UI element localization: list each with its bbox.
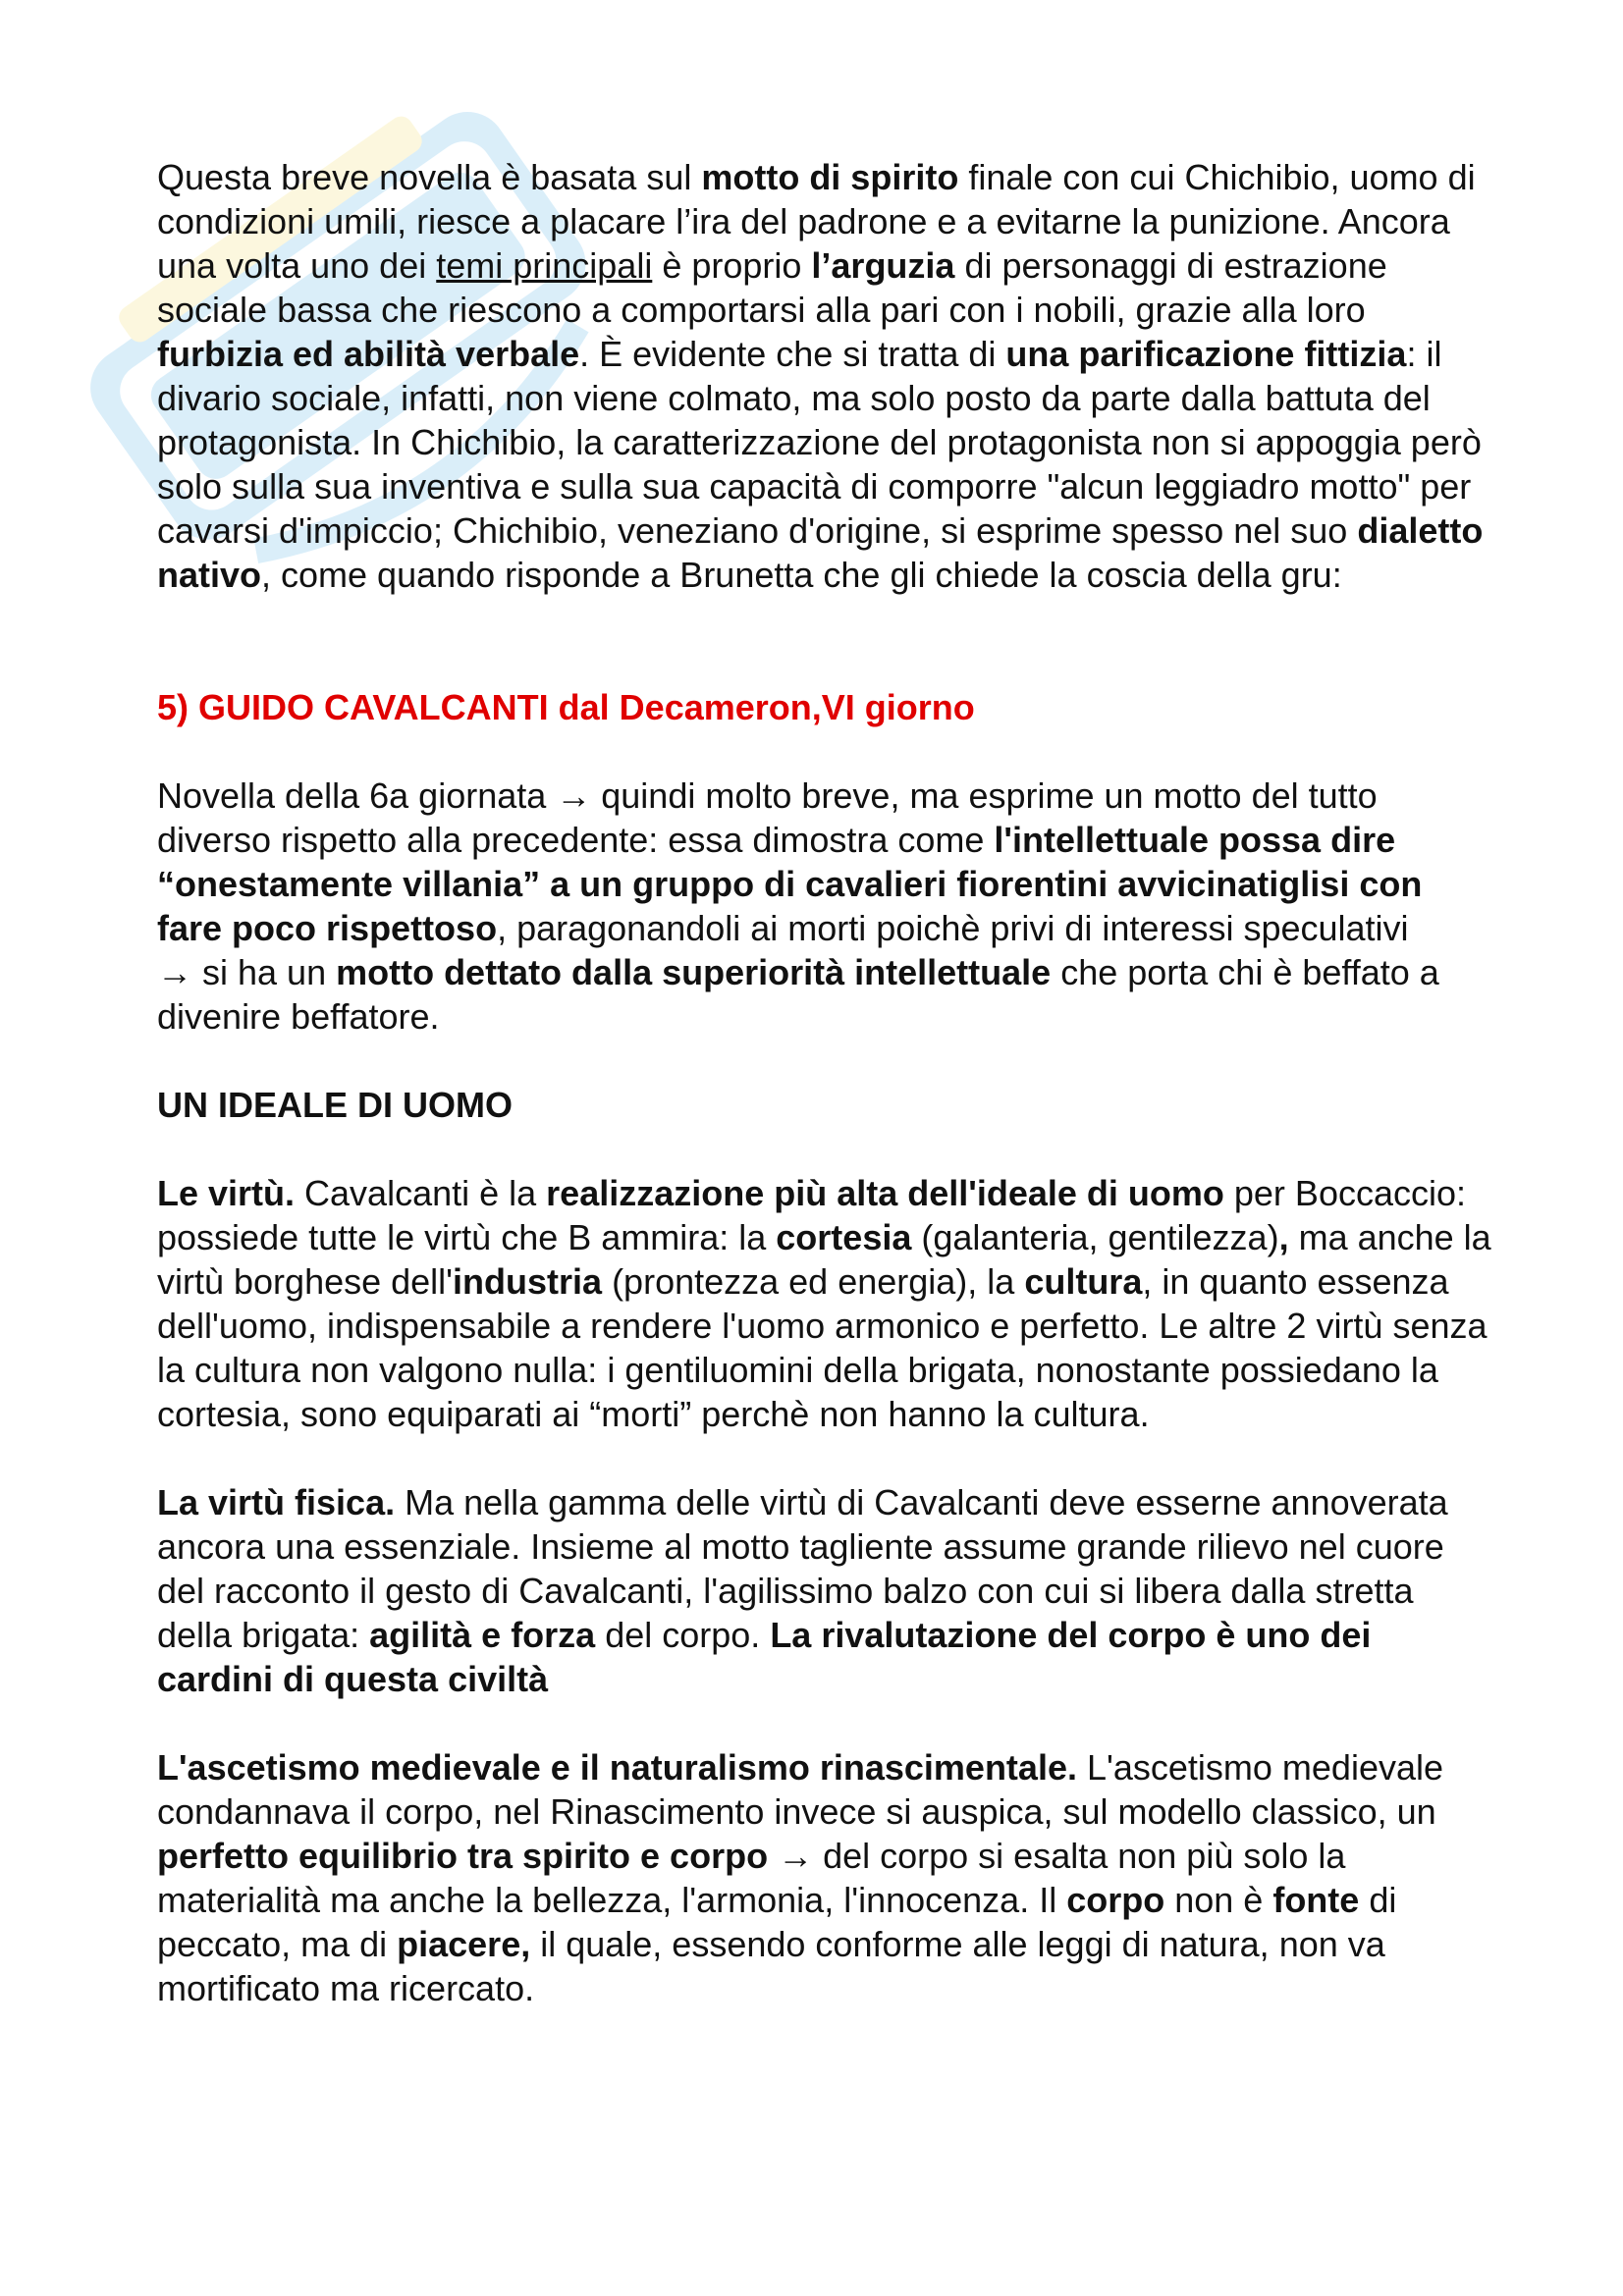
text-run: di personaggi di estrazione sociale bassa che riescono a comportarsi alla pari con i nobili, grazie alla loro: [157, 245, 1387, 330]
text-run: , come quando risponde a Brunetta che gli chiede la coscia della gru:: [261, 555, 1342, 595]
bold-run: piacere,: [397, 1924, 531, 1964]
paragraph-motto: [157, 950, 1492, 1039]
text-run: : il divario sociale, infatti, non viene colmato, ma solo posto da parte dalla battuta del protagonista. In Chichibio, la caratterizzazione del protagonista non si appoggia però solo sulla sua inventiva e sulla sua capacità di comporre "alcun leggiadro motto" per cavarsi d'impiccio; Chichibio, veneziano d'origine, si esprime spesso nel suo: [157, 334, 1482, 551]
text-run: è proprio: [652, 245, 812, 286]
text-run: del corpo si esalta non più solo la materialità ma anche la bellezza, l'armonia, l'innocenza. Il: [157, 1836, 1346, 1920]
text-run: . È evidente che si tratta di: [579, 334, 1006, 374]
bold-run: motto di spirito: [701, 157, 959, 197]
paragraph-virtu-fisica: [157, 1480, 1492, 1701]
bold-run: L'ascetismo medievale e il naturalismo rinascimentale.: [157, 1747, 1077, 1788]
underlined-run: temi principali: [436, 245, 653, 286]
text-run: del corpo.: [595, 1615, 771, 1655]
document-body: [157, 155, 1492, 2010]
text-run: di peccato, ma di: [157, 1880, 1397, 1964]
bold-run: l’arguzia: [811, 245, 955, 286]
text-run: [768, 1836, 778, 1876]
bold-run: cortesia: [776, 1217, 912, 1257]
bold-run: corpo: [1066, 1880, 1165, 1920]
bold-run: furbizia ed abilità verbale: [157, 334, 580, 374]
bold-run: perfetto equilibrio tra spirito e corpo: [157, 1836, 769, 1876]
bold-run: industria: [453, 1261, 603, 1302]
arrow-icon: →: [778, 1836, 814, 1876]
bold-run: fonte: [1272, 1880, 1360, 1920]
text-run: (prontezza ed energia), la: [602, 1261, 1025, 1302]
arrow-icon: →: [157, 952, 192, 992]
bold-run: realizzazione più alta dell'ideale di uomo: [546, 1173, 1224, 1213]
text-run: quindi molto breve, ma esprime un motto del tutto diverso rispetto alla precedente: essa dimostra come: [157, 775, 1378, 860]
text-run: che porta chi è beffato a divenire beffatore.: [157, 952, 1439, 1037]
text-run: Novella della 6a giornata: [157, 775, 557, 816]
bold-run: l'intellettuale possa dire “onestamente villania” a un gruppo di cavalieri fiorentini avvicinatiglisi con fare poco rispettoso: [157, 820, 1423, 948]
text-run: L'ascetismo medievale condannava il corpo, nel Rinascimento invece si auspica, sul modello classico, un: [157, 1747, 1444, 1832]
arrow-icon: →: [556, 775, 592, 816]
text-run: finale con cui Chichibio, uomo di condizioni umili, riesce a placare l’ira del padrone e a evitarne la punizione. Ancora una volta uno dei: [157, 157, 1476, 286]
text-run: ma anche la virtù borghese dell': [157, 1217, 1491, 1302]
bold-run: motto dettato dalla superiorità intellettuale: [336, 952, 1052, 992]
bold-run: dialetto nativo: [157, 510, 1484, 595]
text-run: Questa breve novella è basata sul: [157, 157, 702, 197]
text-run: Cavalcanti è la: [295, 1173, 547, 1213]
paragraph-chichibio: [157, 155, 1492, 597]
text-run: , in quanto essenza dell'uomo, indispensabile a rendere l'uomo armonico e perfetto. Le altre 2 virtù senza la cultura non valgono nulla: i gentiluomini della brigata, nonostante possiedano la cortesia, sono equiparati ai “morti” perchè non hanno la cultura.: [157, 1261, 1488, 1434]
text-run: si ha un: [192, 952, 337, 992]
bold-run: una parificazione fittizia: [1005, 334, 1407, 374]
text-run: Ma nella gamma delle virtù di Cavalcanti deve esserne annoverata ancora una essenziale. Insieme al motto tagliente assume grande rilievo nel cuore del racconto il gesto di Cavalcanti, l'agilissimo balzo con cui si libera dalla stretta della brigata:: [157, 1482, 1448, 1655]
text-run: per Boccaccio: possiede tutte le virtù che B ammira: la: [157, 1173, 1467, 1257]
paragraph-novella: [157, 774, 1492, 950]
text-run: (galanteria, gentilezza): [911, 1217, 1279, 1257]
bold-run: Le virtù.: [157, 1173, 296, 1213]
bold-run: cultura: [1024, 1261, 1143, 1302]
section-heading-ideale: UN IDEALE DI UOMO: [157, 1085, 514, 1125]
text-run: non è: [1164, 1880, 1273, 1920]
paragraph-ascetismo: [157, 1745, 1492, 2010]
bold-run: La rivalutazione del corpo è uno dei cardini di questa civiltà: [157, 1615, 1372, 1699]
bold-run: agilità e forza: [369, 1615, 596, 1655]
text-run: , paragonandoli ai morti poichè privi di interessi speculativi: [497, 908, 1409, 948]
paragraph-le-virtu: [157, 1171, 1492, 1436]
section-heading-guido-cavalcanti: 5) GUIDO CAVALCANTI dal Decameron,VI giorno: [157, 687, 975, 727]
bold-run: ,: [1278, 1217, 1289, 1257]
bold-run: La virtù fisica.: [157, 1482, 396, 1522]
text-run: il quale, essendo conforme alle leggi di natura, non va mortificato ma ricercato.: [157, 1924, 1385, 2008]
